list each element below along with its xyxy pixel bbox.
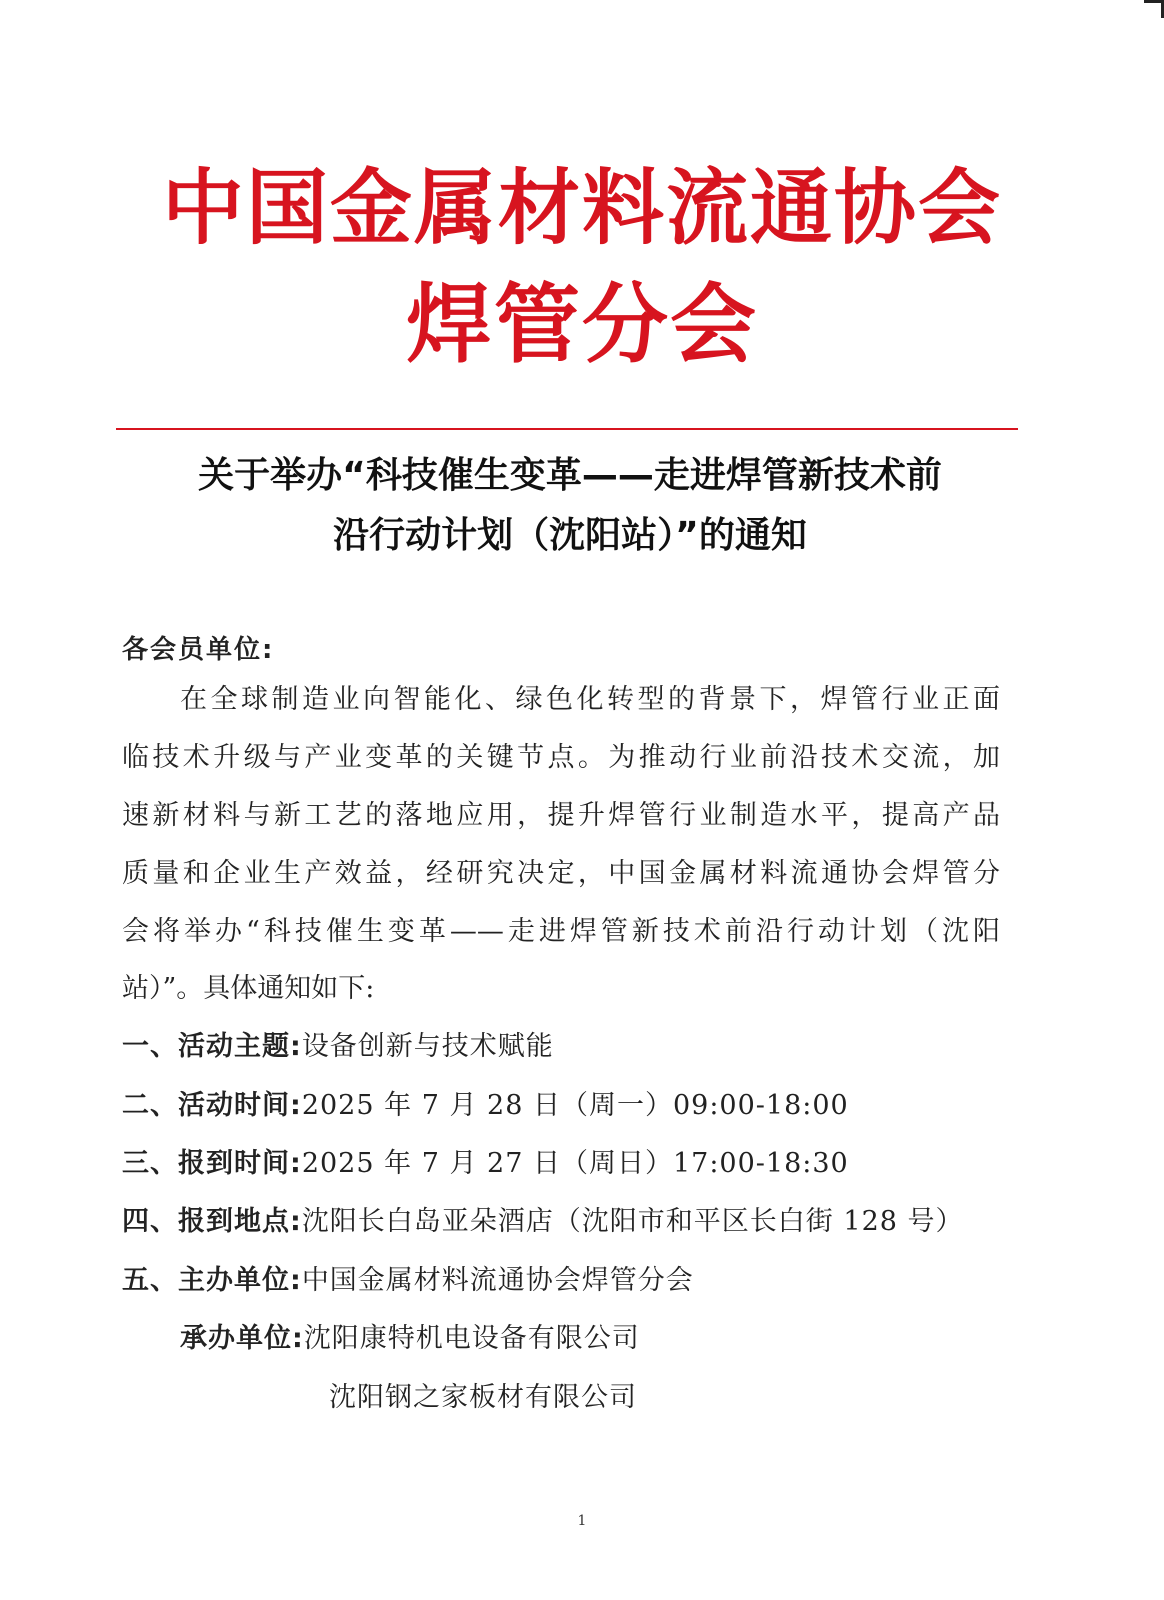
item-host-organization: [122, 1267, 694, 1294]
item-activity-time: [122, 1092, 849, 1119]
item-label: 承办单位:: [180, 1323, 304, 1354]
item-organizer-2: [329, 1384, 637, 1411]
item-label: 一、活动主题:: [122, 1031, 302, 1062]
paragraph-line: 临技术升级与产业变革的关键节点。为推动行业前沿技术交流，加: [122, 742, 1000, 773]
item-activity-theme: [122, 1033, 554, 1060]
page-number: 1: [577, 1513, 587, 1529]
paragraph-line: 会将举办“科技催生变革——走进焊管新技术前沿行动计划（沈阳: [122, 916, 1000, 947]
item-value: 设备创新与技术赋能: [301, 1031, 554, 1062]
paragraph-line: 站）”。具体通知如下:: [122, 973, 375, 1004]
red-divider-line: [116, 428, 1018, 430]
item-label: 四、报到地点:: [122, 1206, 302, 1237]
item-value: 沈阳钢之家板材有限公司: [329, 1382, 637, 1413]
item-label: 三、报到时间:: [122, 1148, 302, 1179]
item-value: 沈阳长白岛亚朵酒店（沈阳市和平区长白街 128 号）: [301, 1206, 964, 1237]
item-checkin-location: [122, 1208, 964, 1235]
item-organizer: [180, 1325, 640, 1352]
paragraph-line: 质量和企业生产效益，经研究决定，中国金属材料流通协会焊管分: [122, 858, 1000, 889]
item-label: 五、主办单位:: [122, 1265, 302, 1296]
salutation: 各会员单位:: [122, 635, 275, 665]
org-name-line-1: 中国金属材料流通协会: [161, 161, 1002, 256]
item-value: 2025 年 7 月 27 日（周日）17:00-18:30: [301, 1148, 849, 1179]
item-value: 沈阳康特机电设备有限公司: [303, 1323, 640, 1354]
org-name-line-2: 焊管分会: [406, 275, 758, 375]
notice-title-line-2: 沿行动计划（沈阳站）”的通知: [333, 515, 807, 556]
item-value: 2025 年 7 月 28 日（周一）09:00-18:00: [301, 1090, 849, 1121]
paragraph-line: 在全球制造业向智能化、绿色化转型的背景下，焊管行业正面: [180, 684, 1000, 715]
paragraph-line: 速新材料与新工艺的落地应用，提升焊管行业制造水平，提高产品: [122, 800, 1000, 831]
notice-title-line-1: 关于举办“科技催生变革——走进焊管新技术前: [198, 455, 942, 496]
item-checkin-time: [122, 1150, 849, 1177]
scan-corner-mark: [1144, 0, 1164, 18]
item-value: 中国金属材料流通协会焊管分会: [301, 1265, 694, 1296]
item-label: 二、活动时间:: [122, 1090, 302, 1121]
